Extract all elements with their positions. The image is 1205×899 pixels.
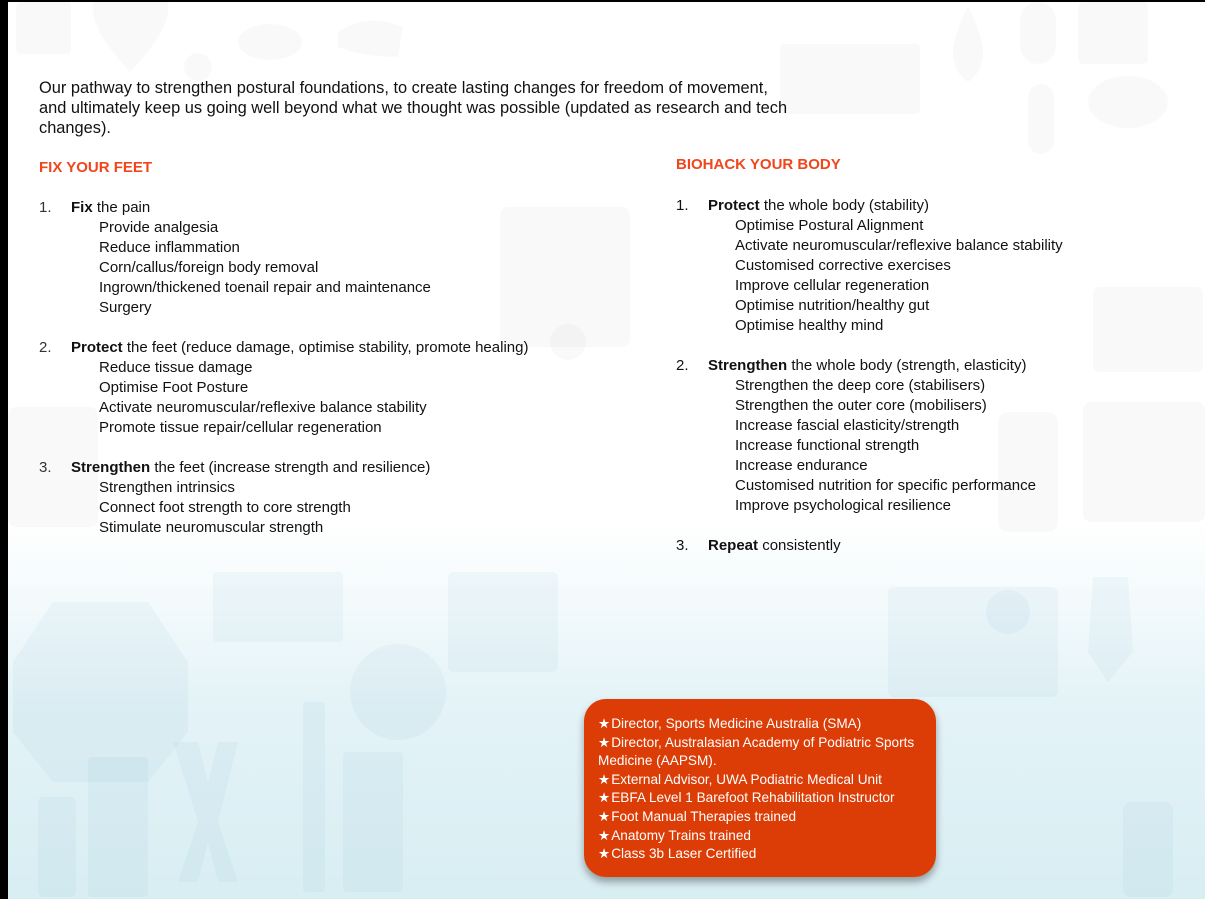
step-heading <box>708 536 841 556</box>
ambulance-icon <box>888 587 1058 697</box>
credential-text: Director, Australasian Academy of Podiatric Sports Medicine (AAPSM). <box>598 734 915 769</box>
sub-item: Increase functional strength <box>735 437 920 454</box>
sub-item-list <box>39 218 639 318</box>
surgical-mask-icon <box>213 572 343 642</box>
blister-pack-icon <box>88 757 148 897</box>
glasses-icon <box>1088 76 1168 128</box>
sub-item: Optimise healthy mind <box>735 317 884 334</box>
sub-item: Improve cellular regeneration <box>735 277 930 294</box>
step-description: the pain <box>92 199 151 216</box>
star-icon: ★ <box>598 808 611 824</box>
biohack-your-body-title: BIOHACK YOUR BODY <box>676 156 841 173</box>
credential-item <box>598 734 934 771</box>
credential-text: EBFA Level 1 Barefoot Rehabilitation Instructor <box>611 790 895 806</box>
step-keyword: Repeat <box>708 537 759 554</box>
step-keyword: Strengthen <box>708 357 788 374</box>
step-keyword: Protect <box>708 197 760 214</box>
bandage-x-icon <box>173 742 238 882</box>
iv-bag-icon <box>1088 577 1133 682</box>
sub-item: Strengthen the outer core (mobilisers) <box>735 397 987 414</box>
step-description: the whole body (stability) <box>759 197 929 214</box>
pill-pack-icon-2 <box>448 572 558 672</box>
sub-item: Surgery <box>99 299 152 316</box>
star-icon: ★ <box>598 771 611 787</box>
slide <box>8 2 1205 899</box>
sub-item: Connect foot strength to core strength <box>99 499 351 516</box>
hand-icon <box>338 21 403 57</box>
first-aid-circle-icon <box>986 590 1030 634</box>
sub-item: Increase fascial elasticity/strength <box>735 417 960 434</box>
protect-body-step <box>676 196 1176 336</box>
sub-item-list <box>676 216 1176 336</box>
flask-icon <box>350 644 446 740</box>
step-heading <box>708 196 929 216</box>
protect-step <box>39 338 639 438</box>
star-icon: ★ <box>598 790 611 806</box>
star-icon: ★ <box>598 846 611 862</box>
sub-item: Provide analgesia <box>99 219 219 236</box>
step-number: 1. <box>676 197 689 214</box>
bottle-icon-2 <box>38 797 76 897</box>
clipboard-icon <box>16 2 71 54</box>
sub-item: Activate neuromuscular/reflexive balance stability <box>735 237 1063 254</box>
strengthen-step <box>39 458 639 538</box>
sub-item-list <box>39 358 639 438</box>
credential-text: External Advisor, UWA Podiatric Medical Unit <box>611 771 882 787</box>
eye-icon <box>238 24 302 60</box>
sub-item: Stimulate neuromuscular strength <box>99 519 324 536</box>
sub-item: Strengthen the deep core (stabilisers) <box>735 377 986 394</box>
sub-item: Ingrown/thickened toenail repair and maintenance <box>99 279 431 296</box>
sub-item: Optimise Postural Alignment <box>735 217 924 234</box>
biohack-your-body-list <box>676 196 1176 576</box>
step-number: 2. <box>39 339 52 356</box>
step-description: the whole body (strength, elasticity) <box>787 357 1027 374</box>
strengthen-body-step <box>676 356 1176 516</box>
credential-item <box>598 827 934 846</box>
step-heading <box>71 198 150 218</box>
drop-icon <box>953 7 983 82</box>
credential-item <box>598 789 934 808</box>
step-heading <box>71 338 528 358</box>
step-description: consistently <box>758 537 841 554</box>
mask-icon <box>780 44 920 114</box>
sub-item: Reduce tissue damage <box>99 359 253 376</box>
credential-text: Director, Sports Medicine Australia (SMA) <box>611 716 862 731</box>
test-tube-icon <box>1020 2 1056 64</box>
blister-pack-icon-2 <box>343 752 403 892</box>
step-description: the feet (increase strength and resilience) <box>150 459 431 476</box>
credential-item <box>598 845 934 864</box>
fix-your-feet-list <box>39 198 639 558</box>
fix-step <box>39 198 639 318</box>
repeat-step <box>676 536 1176 556</box>
sub-item: Reduce inflammation <box>99 239 240 256</box>
sub-item: Activate neuromuscular/reflexive balance stability <box>99 399 427 416</box>
sub-item: Improve psychological resilience <box>735 497 951 514</box>
sub-item: Customised corrective exercises <box>735 257 951 274</box>
sub-item: Optimise nutrition/healthy gut <box>735 297 930 314</box>
star-icon: ★ <box>598 716 611 731</box>
stethoscope-icon <box>184 53 212 81</box>
sub-item: Promote tissue repair/cellular regeneration <box>99 419 382 436</box>
intro-paragraph: Our pathway to strengthen postural foundations, to create lasting changes for freedom of movement, and ultimately keep us going well beyond what we thought was possible (updated as research and tech changes). <box>39 79 788 137</box>
sub-item: Optimise Foot Posture <box>99 379 249 396</box>
step-number: 2. <box>676 357 689 374</box>
sub-item: Strengthen intrinsics <box>99 479 235 496</box>
credential-text: Foot Manual Therapies trained <box>611 808 797 824</box>
pill-icon <box>1028 84 1054 154</box>
sub-item-list <box>676 376 1176 516</box>
fix-your-feet-title: FIX YOUR FEET <box>39 159 153 176</box>
document-icon <box>1078 2 1148 64</box>
sub-item: Customised nutrition for specific performance <box>735 477 1036 494</box>
step-heading <box>71 458 430 478</box>
credentials-box <box>584 699 936 877</box>
credential-item <box>598 808 934 827</box>
medicine-bottle-icon <box>1123 802 1173 897</box>
step-heading <box>708 356 1026 376</box>
sub-item: Corn/callus/foreign body removal <box>99 259 319 276</box>
credential-text: Class 3b Laser Certified <box>611 846 757 862</box>
step-number: 3. <box>676 537 689 554</box>
star-icon: ★ <box>598 734 611 750</box>
credential-text: Anatomy Trains trained <box>611 827 751 843</box>
sub-item: Increase endurance <box>735 457 868 474</box>
step-number: 1. <box>39 199 52 216</box>
sub-item-list <box>39 478 639 538</box>
credential-item <box>598 715 934 734</box>
step-keyword: Protect <box>71 339 123 356</box>
step-keyword: Fix <box>71 199 93 216</box>
star-icon: ★ <box>598 827 611 843</box>
credential-item <box>598 771 934 790</box>
step-number: 3. <box>39 459 52 476</box>
first-aid-kit-icon <box>13 602 188 782</box>
syringe-icon <box>303 702 325 892</box>
credentials-list <box>598 715 934 864</box>
step-keyword: Strengthen <box>71 459 151 476</box>
step-description: the feet (reduce damage, optimise stability, promote healing) <box>122 339 529 356</box>
heart-icon <box>92 2 168 72</box>
